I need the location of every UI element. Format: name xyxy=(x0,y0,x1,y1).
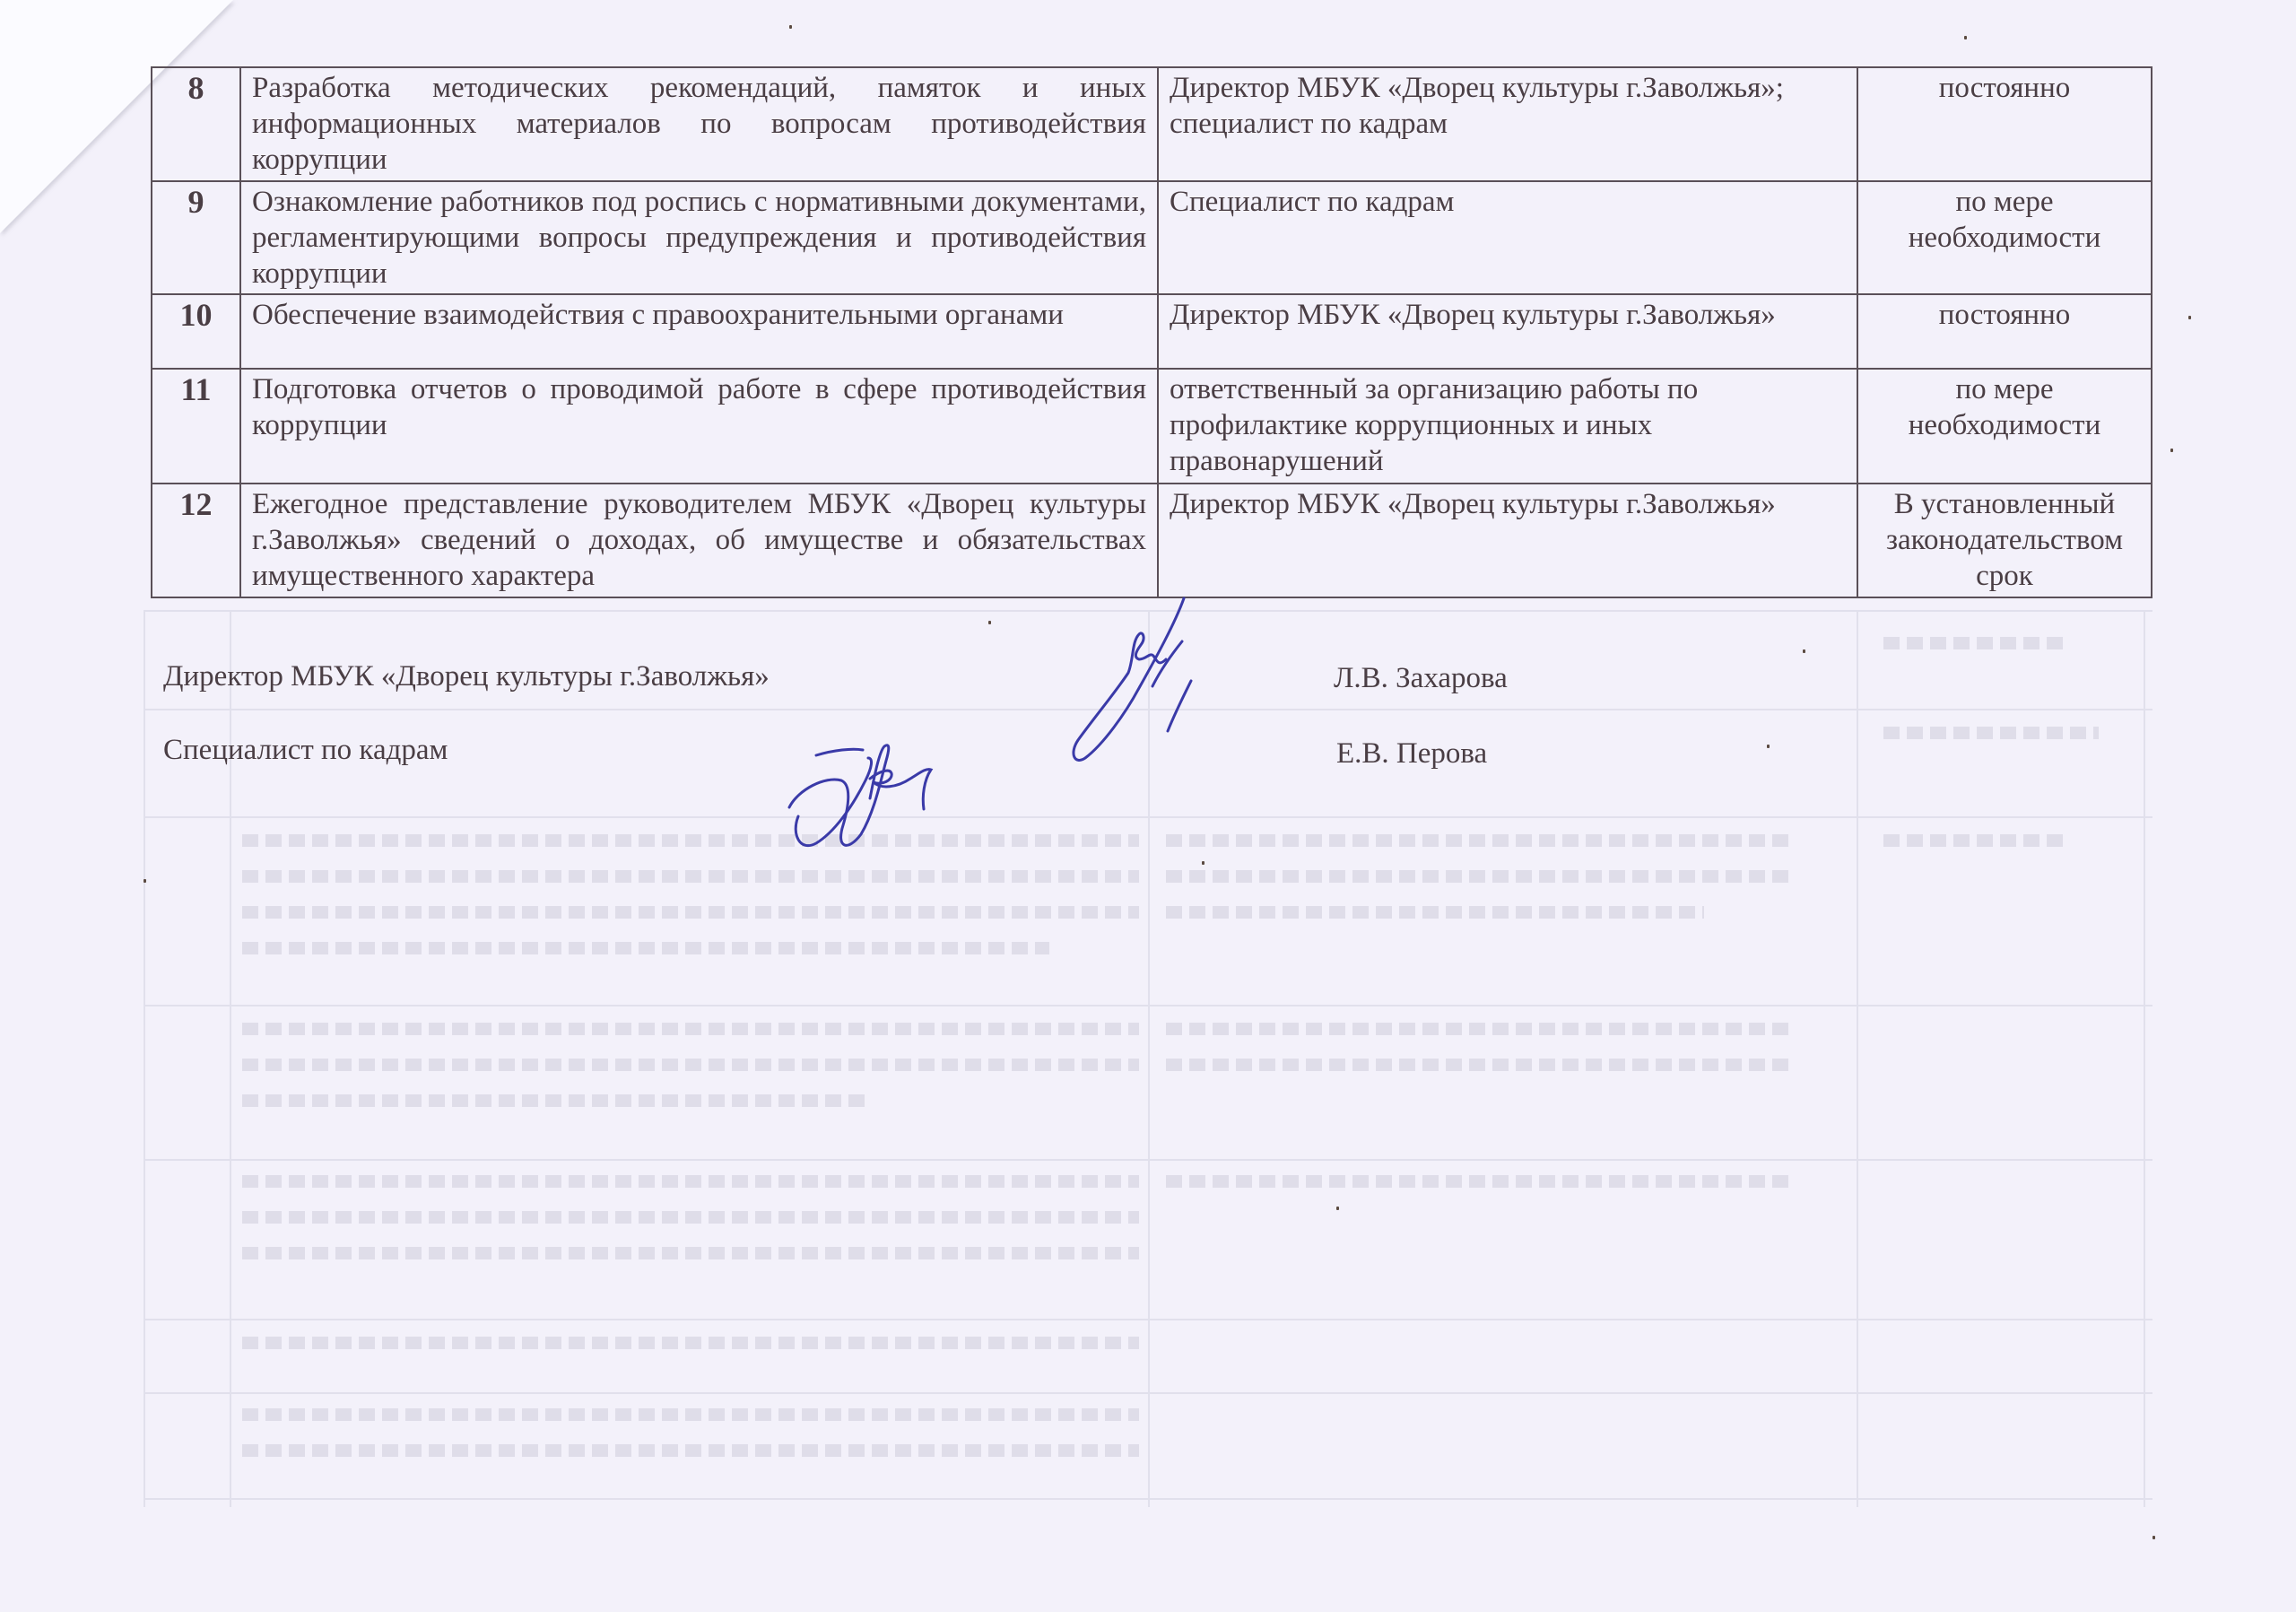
row-number: 9 xyxy=(152,181,240,294)
task-cell: Подготовка отчетов о проводимой работе в сфере противодействия коррупции xyxy=(240,369,1158,484)
director-position-label: Директор МБУК «Дворец культуры г.Заволжья» xyxy=(163,660,770,693)
row-number: 8 xyxy=(152,67,240,181)
table-row xyxy=(152,67,2152,181)
task-cell: Обеспечение взаимодействия с правоохранительными органами xyxy=(240,294,1158,369)
task-cell: Разработка методических рекомендаций, памяток и иных информационных материалов по вопросам противодействия коррупции xyxy=(240,67,1158,181)
anticorruption-plan-table xyxy=(151,66,2152,598)
deadline-cell: В установленный законодательством срок xyxy=(1857,484,2152,597)
table-row xyxy=(152,484,2152,597)
row-number: 11 xyxy=(152,369,240,484)
task-cell: Ознакомление работников под роспись с нормативными документами, регламентирующими вопросы предупреждения и противодействия коррупции xyxy=(240,181,1158,294)
responsible-cell: Директор МБУК «Дворец культуры г.Заволжья» xyxy=(1158,484,1857,597)
responsible-cell: Директор МБУК «Дворец культуры г.Заволжья» xyxy=(1158,294,1857,369)
hr-specialist-name: Е.В. Перова xyxy=(1336,737,1488,770)
task-cell: Ежегодное представление руководителем МБУК «Дворец культуры г.Заволжья» сведений о доходах, об имуществе и обязательствах имущественного характера xyxy=(240,484,1158,597)
table-row xyxy=(152,369,2152,484)
deadline-cell: по мере необходимости xyxy=(1857,181,2152,294)
responsible-cell: ответственный за организацию работы по профилактике коррупционных и иных правонарушений xyxy=(1158,369,1857,484)
table-row xyxy=(152,294,2152,369)
responsible-cell: Специалист по кадрам xyxy=(1158,181,1857,294)
responsible-cell: Директор МБУК «Дворец культуры г.Заволжья»; специалист по кадрам xyxy=(1158,67,1857,181)
deadline-cell: постоянно xyxy=(1857,294,2152,369)
deadline-cell: по мере необходимости xyxy=(1857,369,2152,484)
row-number: 12 xyxy=(152,484,240,597)
row-number: 10 xyxy=(152,294,240,369)
table-row xyxy=(152,181,2152,294)
hr-specialist-position-label: Специалист по кадрам xyxy=(163,734,448,766)
director-name: Л.В. Захарова xyxy=(1334,662,1508,694)
deadline-cell: постоянно xyxy=(1857,67,2152,181)
